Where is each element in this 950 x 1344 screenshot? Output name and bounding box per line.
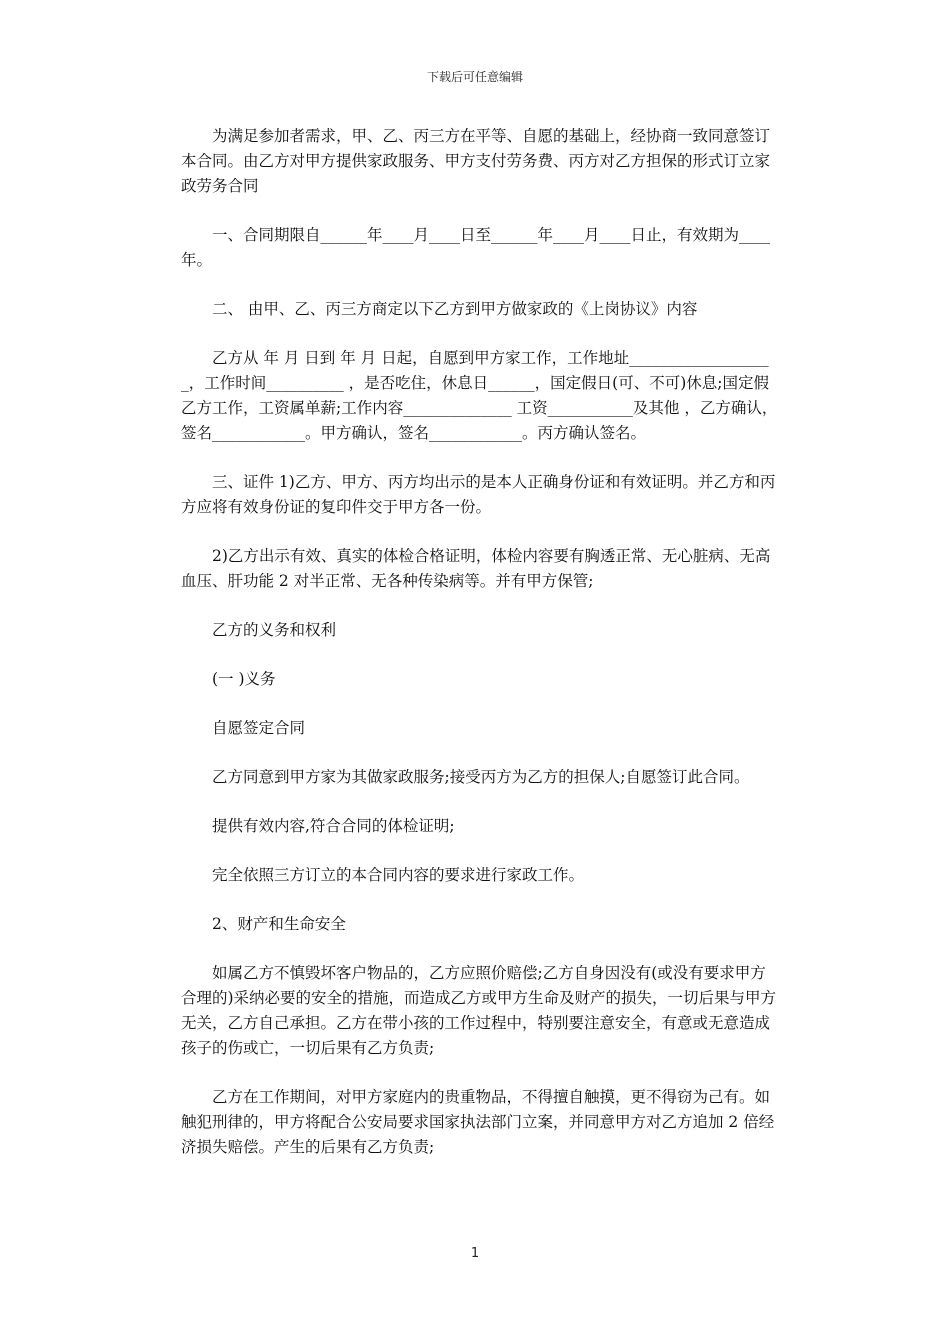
paragraph-work-details: 乙方从 年 月 日到 年 月 日起，自愿到甲方家工作，工作地址___________________，工作时间__________ ，是否吃住，休息日______，国定假日(可、不可)休息;国定假乙方工作，工资属单薪;工作内容______________ 工资___________及其他 ，乙方确认，签名____________。甲方确认，签名____________。丙方确认签名。 <box>181 349 778 442</box>
document-body <box>181 124 781 1184</box>
paragraph-valuables: 乙方在工作期间，对甲方家庭内的贵重物品，不得擅自触摸，更不得窃为己有。如触犯刑律的，甲方将配合公安局要求国家执法部门立案，并同意甲方对乙方追加 2 倍经济损失赔偿。产生的后果有乙方负责; <box>181 1088 775 1156</box>
paragraph-section-three: 三、证件 1)乙方、甲方、丙方均出示的是本人正确身份证和有效证明。并乙方和丙方应将有效身份证的复印件交于甲方各一份。 <box>181 473 776 516</box>
paragraph-agreement: 乙方同意到甲方家为其做家政服务;接受丙方为乙方的担保人;自愿签订此合同。 <box>212 768 750 786</box>
paragraph-section-two: 二、 由甲、乙、丙三方商定以下乙方到甲方做家政的《上岗协议》内容 <box>212 300 698 318</box>
paragraph-provide-certificate: 提供有效内容,符合合同的体检证明; <box>212 817 455 835</box>
heading-obligations-rights: 乙方的义务和权利 <box>212 621 337 639</box>
paragraph-health-certificate: 2)乙方出示有效、真实的体检合格证明，体检内容要有胸透正常、无心脏病、无高血压、肝功能 2 对半正常、无各种传染病等。并有甲方保管; <box>181 547 771 590</box>
paragraph-damage-liability: 如属乙方不慎毁坏客户物品的，乙方应照价赔偿;乙方自身因没有(或没有要求甲方合理的)采纳必要的安全的措施，而造成乙方或甲方生命及财产的损失，一切后果与甲方无关，乙方自己承担。乙方在带小孩的工作过程中，特别要注意安全，有意或无意造成孩子的伤或亡，一切后果有乙方负责; <box>181 964 777 1057</box>
paragraph-intro: 为满足参加者需求，甲、乙、丙三方在平等、自愿的基础上，经协商一致同意签订本合同。由乙方对甲方提供家政服务、甲方支付劳务费、丙方对乙方担保的形式订立家政劳务合同 <box>181 127 771 195</box>
heading-property-safety: 2、财产和生命安全 <box>212 915 346 933</box>
paragraph-follow-contract: 完全依照三方订立的本合同内容的要求进行家政工作。 <box>212 866 585 884</box>
paragraph-contract-term: 一、合同期限自______年____月____日至______年____月____日止，有效期为____年。 <box>181 226 771 269</box>
heading-voluntary-signing: 自愿签定合同 <box>212 719 306 737</box>
heading-obligations: (一 )义务 <box>212 670 276 688</box>
page-header: 下载后可任意编辑 <box>426 70 523 84</box>
page-number: 1 <box>470 1246 480 1261</box>
